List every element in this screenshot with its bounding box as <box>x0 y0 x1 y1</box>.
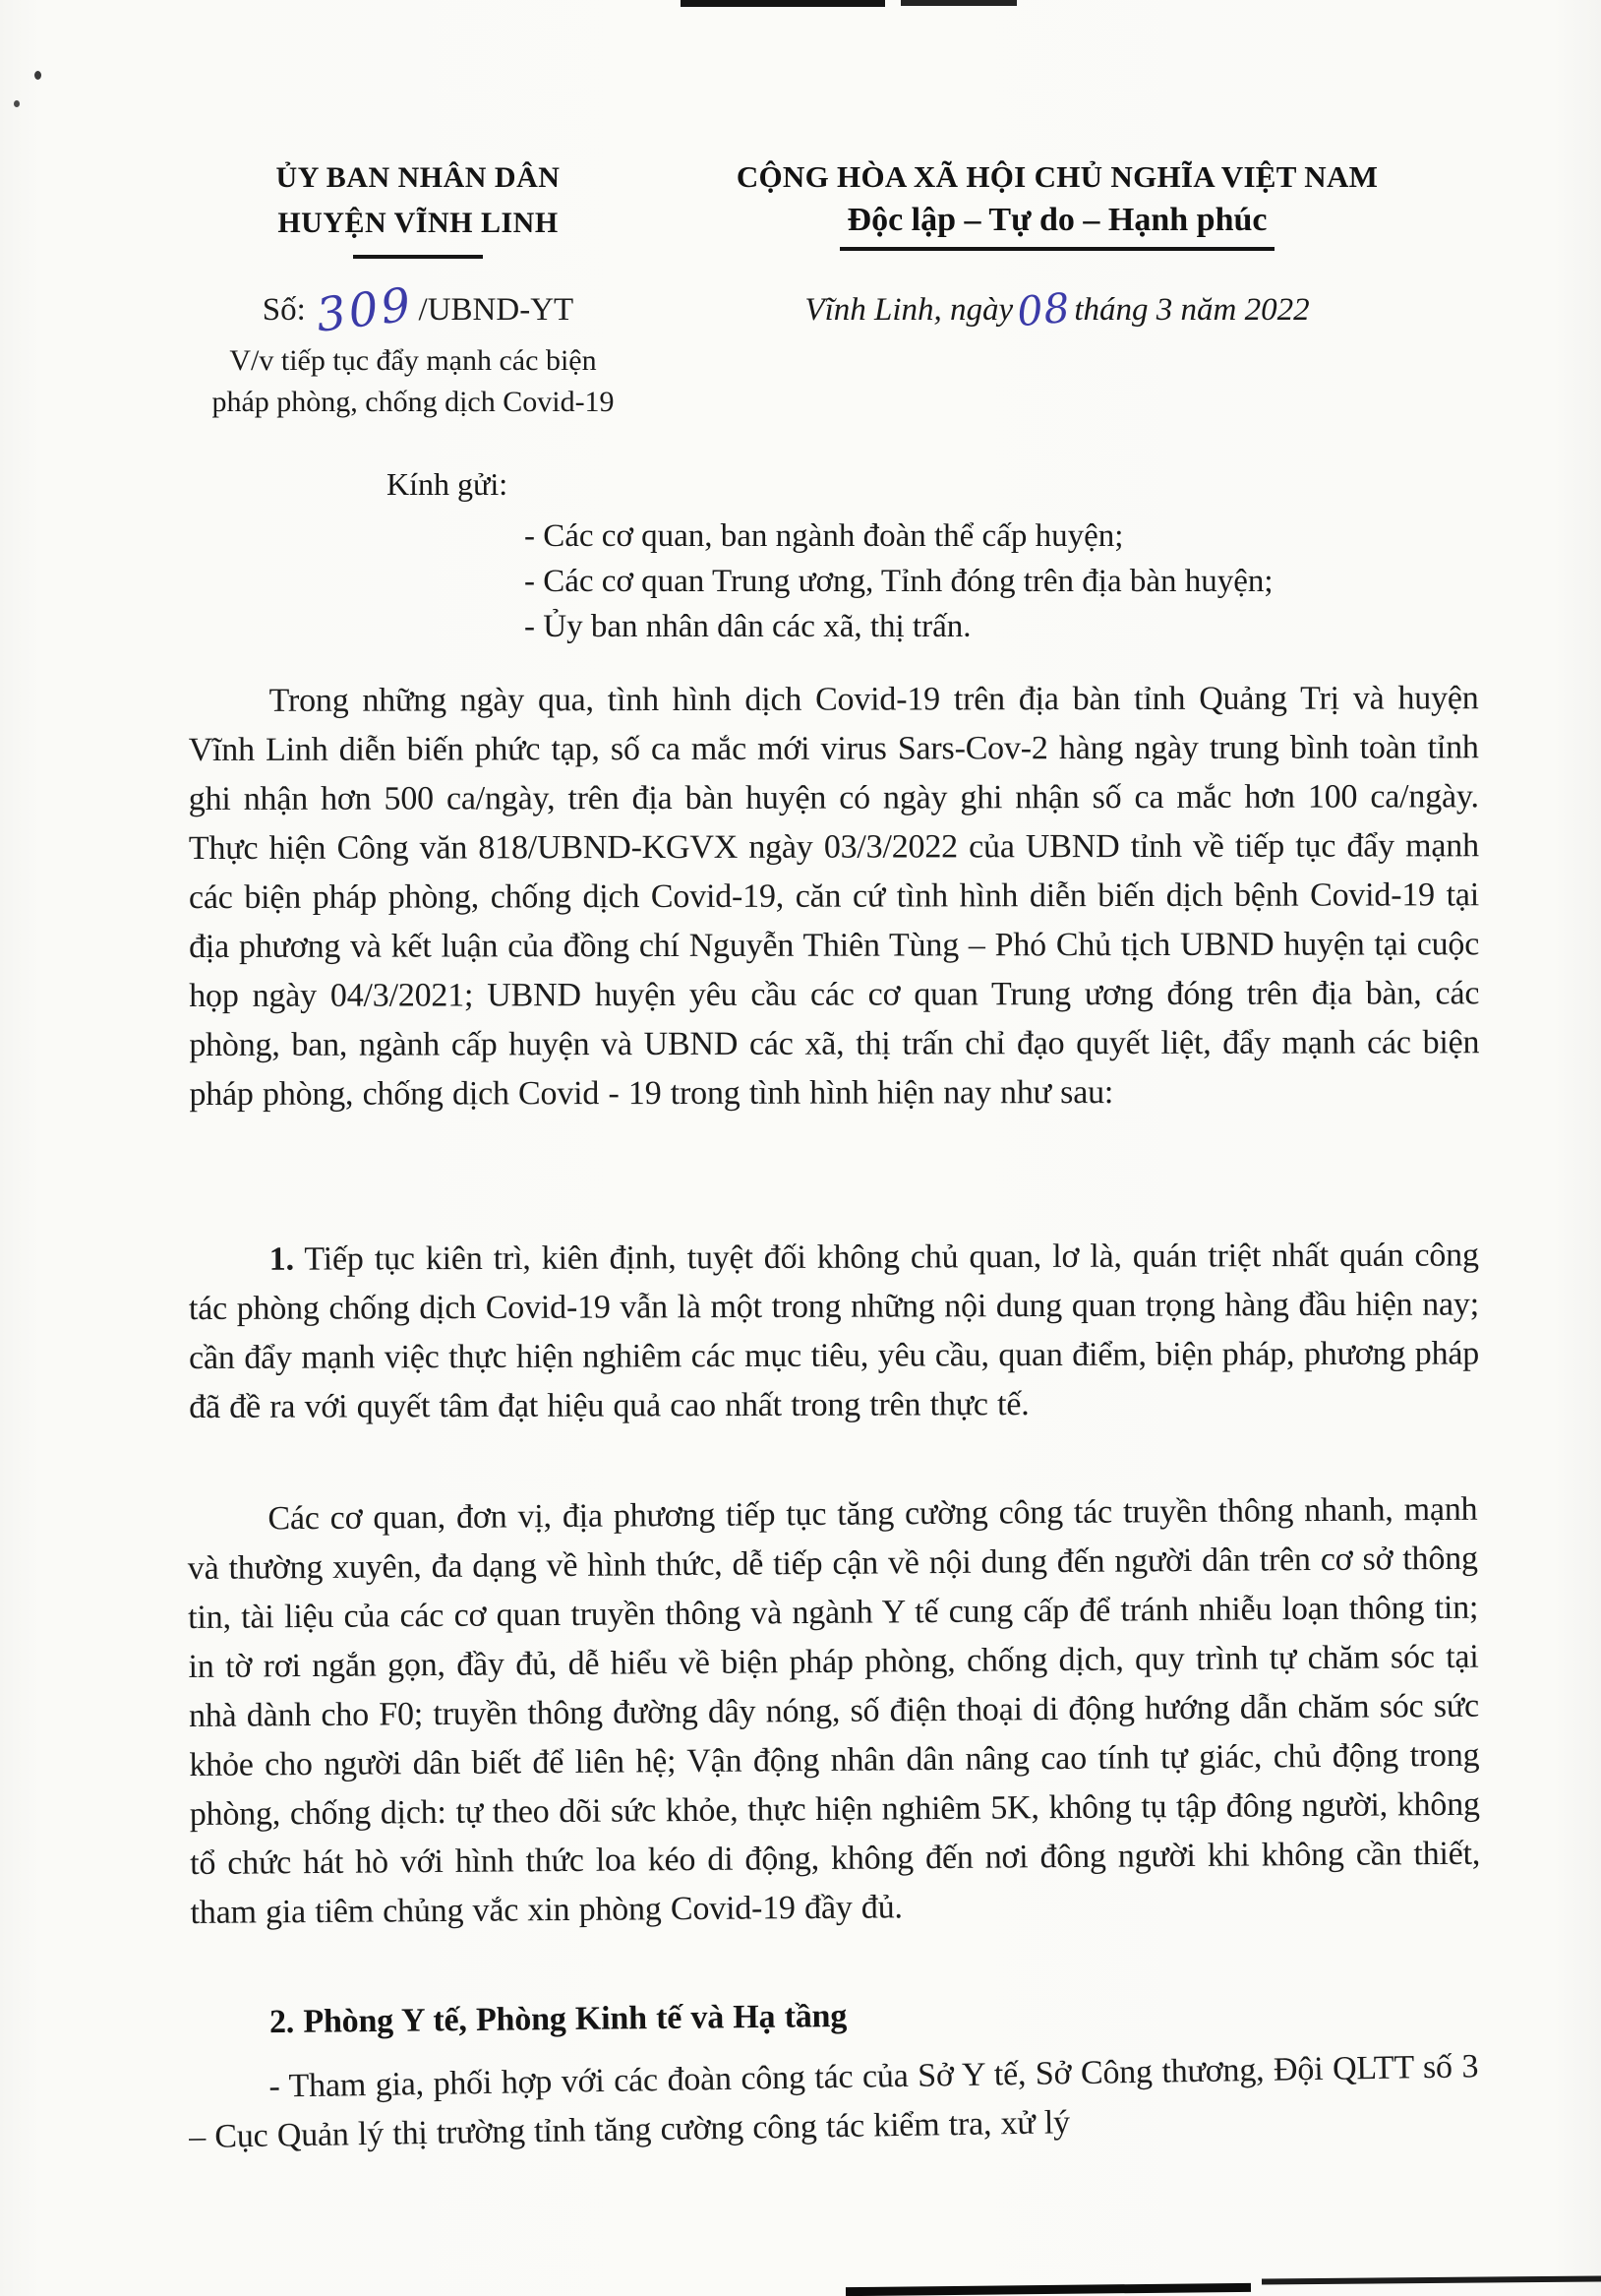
national-header-block <box>649 155 1465 251</box>
subject-line2: pháp phòng, chống dịch Covid-19 <box>211 386 615 418</box>
item1-text: Tiếp tục kiên trì, kiên định, tuyệt đối không chủ quan, lơ là, quán triệt nhất quán công tác phòng chống dịch Covid-19 vẫn là một trong những nội dung quan trọng hàng đầu hiện nay; cần đẩy mạnh việc thực hiện nghiêm các mục tiêu, yêu cầu, quan điểm, biện pháp, phương pháp đã đề ra với quyết tâm đạt hiệu quả cao nhất trong trên thực tế. <box>188 1237 1480 1425</box>
scan-artifact-top-bar <box>901 0 1017 6</box>
handwritten-day: 08 <box>1015 283 1073 336</box>
national-title: CỘNG HÒA XÃ HỘI CHỦ NGHĨA VIỆT NAM <box>736 159 1379 194</box>
recipient-item: - Ủy ban nhân dân các xã, thị trấn. <box>524 609 972 644</box>
section2-heading: 2. Phòng Y tế, Phòng Kinh tế và Hạ tầng <box>268 1997 848 2041</box>
dateline-pre: Vĩnh Linh, ngày <box>804 292 1014 328</box>
body-paragraph-item1 <box>189 1231 1480 1432</box>
body-paragraph-section2-task: - Tham gia, phối hợp với các đoàn công tác của Sở Y tế, Sở Công thương, Đội QLTT số 3 – Cục Quản lý thị trường tỉnh tăng cường công tác kiểm tra, xử lý <box>188 2048 1479 2155</box>
body-paragraph-communication: Các cơ quan, đơn vị, địa phương tiếp tục tăng cường công tác truyền thông nhanh, mạnh và thường xuyên, đa dạng về hình thức, dễ tiếp cận về nội dung đến người dân trên cơ sở thông tin, tài liệu của các cơ quan truyền thông và ngành Y tế cung cấp để tránh nhiễu loạn thông tin; in tờ rơi ngắn gọn, đầy đủ, dễ hiểu về biện pháp phòng, chống dịch, quy trình tự chăm sóc tại nhà dành cho F0; truyền thông đường dây nóng, số điện thoại di động hướng dẫn chăm sóc sức khỏe cho người dân biết để liên hệ; Vận động nhân dân nâng cao tính tự giác, chủ động trong phòng, chống dịch: tự theo dõi sức khỏe, thực hiện nghiêm 5K, không tụ tập đông người, không tổ chức hát hò với hình thức loa kéo di động, không đến nơi đông người khi không cần thiết, tham gia tiêm chủng vắc xin phòng Covid-19 đầy đủ. <box>187 1490 1481 1931</box>
subject-block <box>148 340 679 423</box>
scan-artifact-dot <box>14 100 20 107</box>
recipient-item: - Các cơ quan, ban ngành đoàn thể cấp huyện; <box>524 518 1124 554</box>
issuer-underline <box>353 255 483 259</box>
issuer-name-line1: ỦY BAN NHÂN DÂN <box>275 161 561 194</box>
scan-artifact-dot <box>34 71 41 80</box>
subject-line1: V/v tiếp tục đẩy mạnh các biện <box>229 344 597 377</box>
ref-prefix: Số: <box>262 292 306 328</box>
issuing-authority-block <box>187 155 649 259</box>
recipients-list <box>524 514 1274 649</box>
body-paragraph-intro: Trong những ngày qua, tình hình dịch Covid-19 trên địa bàn tỉnh Quảng Trị và huyện Vĩnh Linh diễn biến phức tạp, số ca mắc mới virus Sars-Cov-2 hàng ngày trung bình toàn tỉnh ghi nhận hơn 500 ca/ngày, trên địa bàn huyện có ngày ghi nhận số ca mắc hơn 100 ca/ngày. Thực hiện Công văn 818/UBND-KGVX ngày 03/3/2022 của UBND tỉnh về tiếp tục đẩy mạnh các biện pháp phòng, chống dịch Covid-19, căn cứ tình hình diễn biến dịch bệnh Covid-19 tại địa phương và kết luận của đồng chí Nguyễn Thiên Tùng – Phó Chủ tịch UBND huyện tại cuộc họp ngày 04/3/2021; UBND huyện yêu cầu các cơ quan Trung ương đóng trên địa bàn, các phòng, ban, ngành cấp huyện và UBND các xã, thị trấn chỉ đạo quyết liệt, đẩy mạnh các biện pháp phòng, chống dịch Covid - 19 trong tình hình hiện nay như sau: <box>188 680 1480 1113</box>
dateline-post: tháng 3 năm 2022 <box>1074 292 1310 328</box>
issuer-name-line2: HUYỆN VĨNH LINH <box>277 207 559 239</box>
recipient-item: - Các cơ quan Trung ương, Tỉnh đóng trên địa bàn huyện; <box>524 564 1274 599</box>
reference-number-line <box>187 277 649 343</box>
scan-artifact-top-bar <box>681 0 885 7</box>
scan-artifact-bottom-edge <box>1262 2275 1601 2284</box>
item1-number: 1. <box>268 1240 294 1278</box>
dateline <box>649 283 1465 336</box>
national-motto: Độc lập – Tự do – Hạnh phúc <box>840 199 1275 251</box>
handwritten-dispatch-number: 309 <box>313 277 417 343</box>
salutation: Kính gửi: <box>386 466 508 502</box>
scan-artifact-bottom-edge <box>846 2283 1251 2296</box>
ref-suffix: /UBND-YT <box>418 292 574 328</box>
